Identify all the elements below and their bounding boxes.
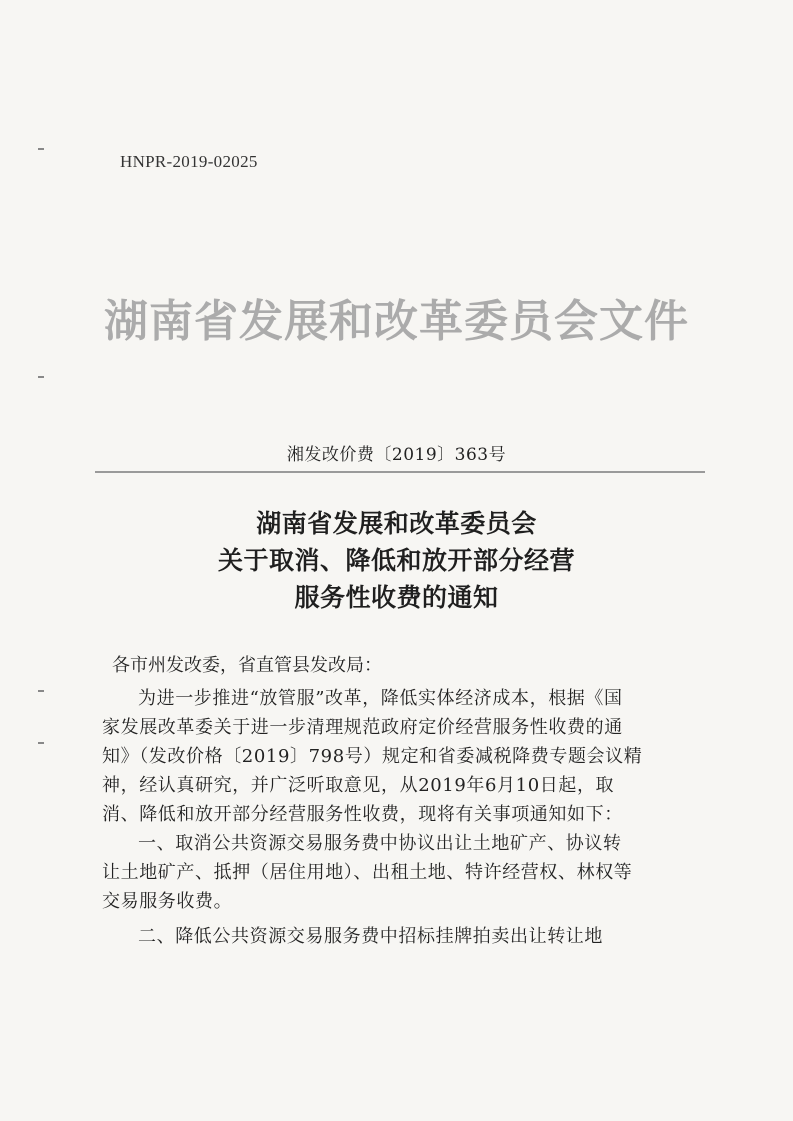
scan-mark xyxy=(38,376,44,378)
paragraph-line: 为进一步推进“放管服”改革，降低实体经济成本，根据《国 xyxy=(138,688,623,709)
scan-mark xyxy=(38,742,44,744)
notice-title xyxy=(0,505,793,616)
addressee: 各市州发改委，省直管县发改局： xyxy=(112,655,382,676)
title-line: 湖南省发展和改革委员会 xyxy=(256,509,537,538)
paragraph-line: 知》（发改价格〔2019〕798号）规定和省委减税降费专题会议精 xyxy=(102,746,643,767)
header-divider xyxy=(95,471,705,473)
paragraph-line: 让土地矿产、抵押（居住用地）、出租土地、特许经营权、林权等 xyxy=(102,862,633,883)
paragraph-line: 交易服务收费。 xyxy=(102,891,233,912)
scan-mark xyxy=(38,690,44,692)
masthead-title: 湖南省发展和改革委员会文件 xyxy=(104,296,689,347)
body-text xyxy=(102,684,672,951)
document-number: 湘发改价费〔2019〕363号 xyxy=(286,445,507,465)
paragraph-line: 二、降低公共资源交易服务费中招标挂牌拍卖出让转让地 xyxy=(138,926,603,947)
scan-mark xyxy=(38,148,44,150)
paragraph-line: 家发展改革委关于进一步清理规范政府定价经营服务性收费的通 xyxy=(102,717,623,738)
paragraph-line: 神，经认真研究，并广泛听取意见，从2019年6月10日起，取 xyxy=(102,775,615,796)
paragraph-line: 一、取消公共资源交易服务费中协议出让土地矿产、协议转 xyxy=(138,833,622,854)
document-code: HNPR-2019-02025 xyxy=(120,152,258,171)
title-line: 关于取消、降低和放开部分经营 xyxy=(217,546,575,575)
paragraph-line: 消、降低和放开部分经营服务性收费，现将有关事项通知如下： xyxy=(102,804,623,825)
title-line: 服务性收费的通知 xyxy=(294,583,499,612)
